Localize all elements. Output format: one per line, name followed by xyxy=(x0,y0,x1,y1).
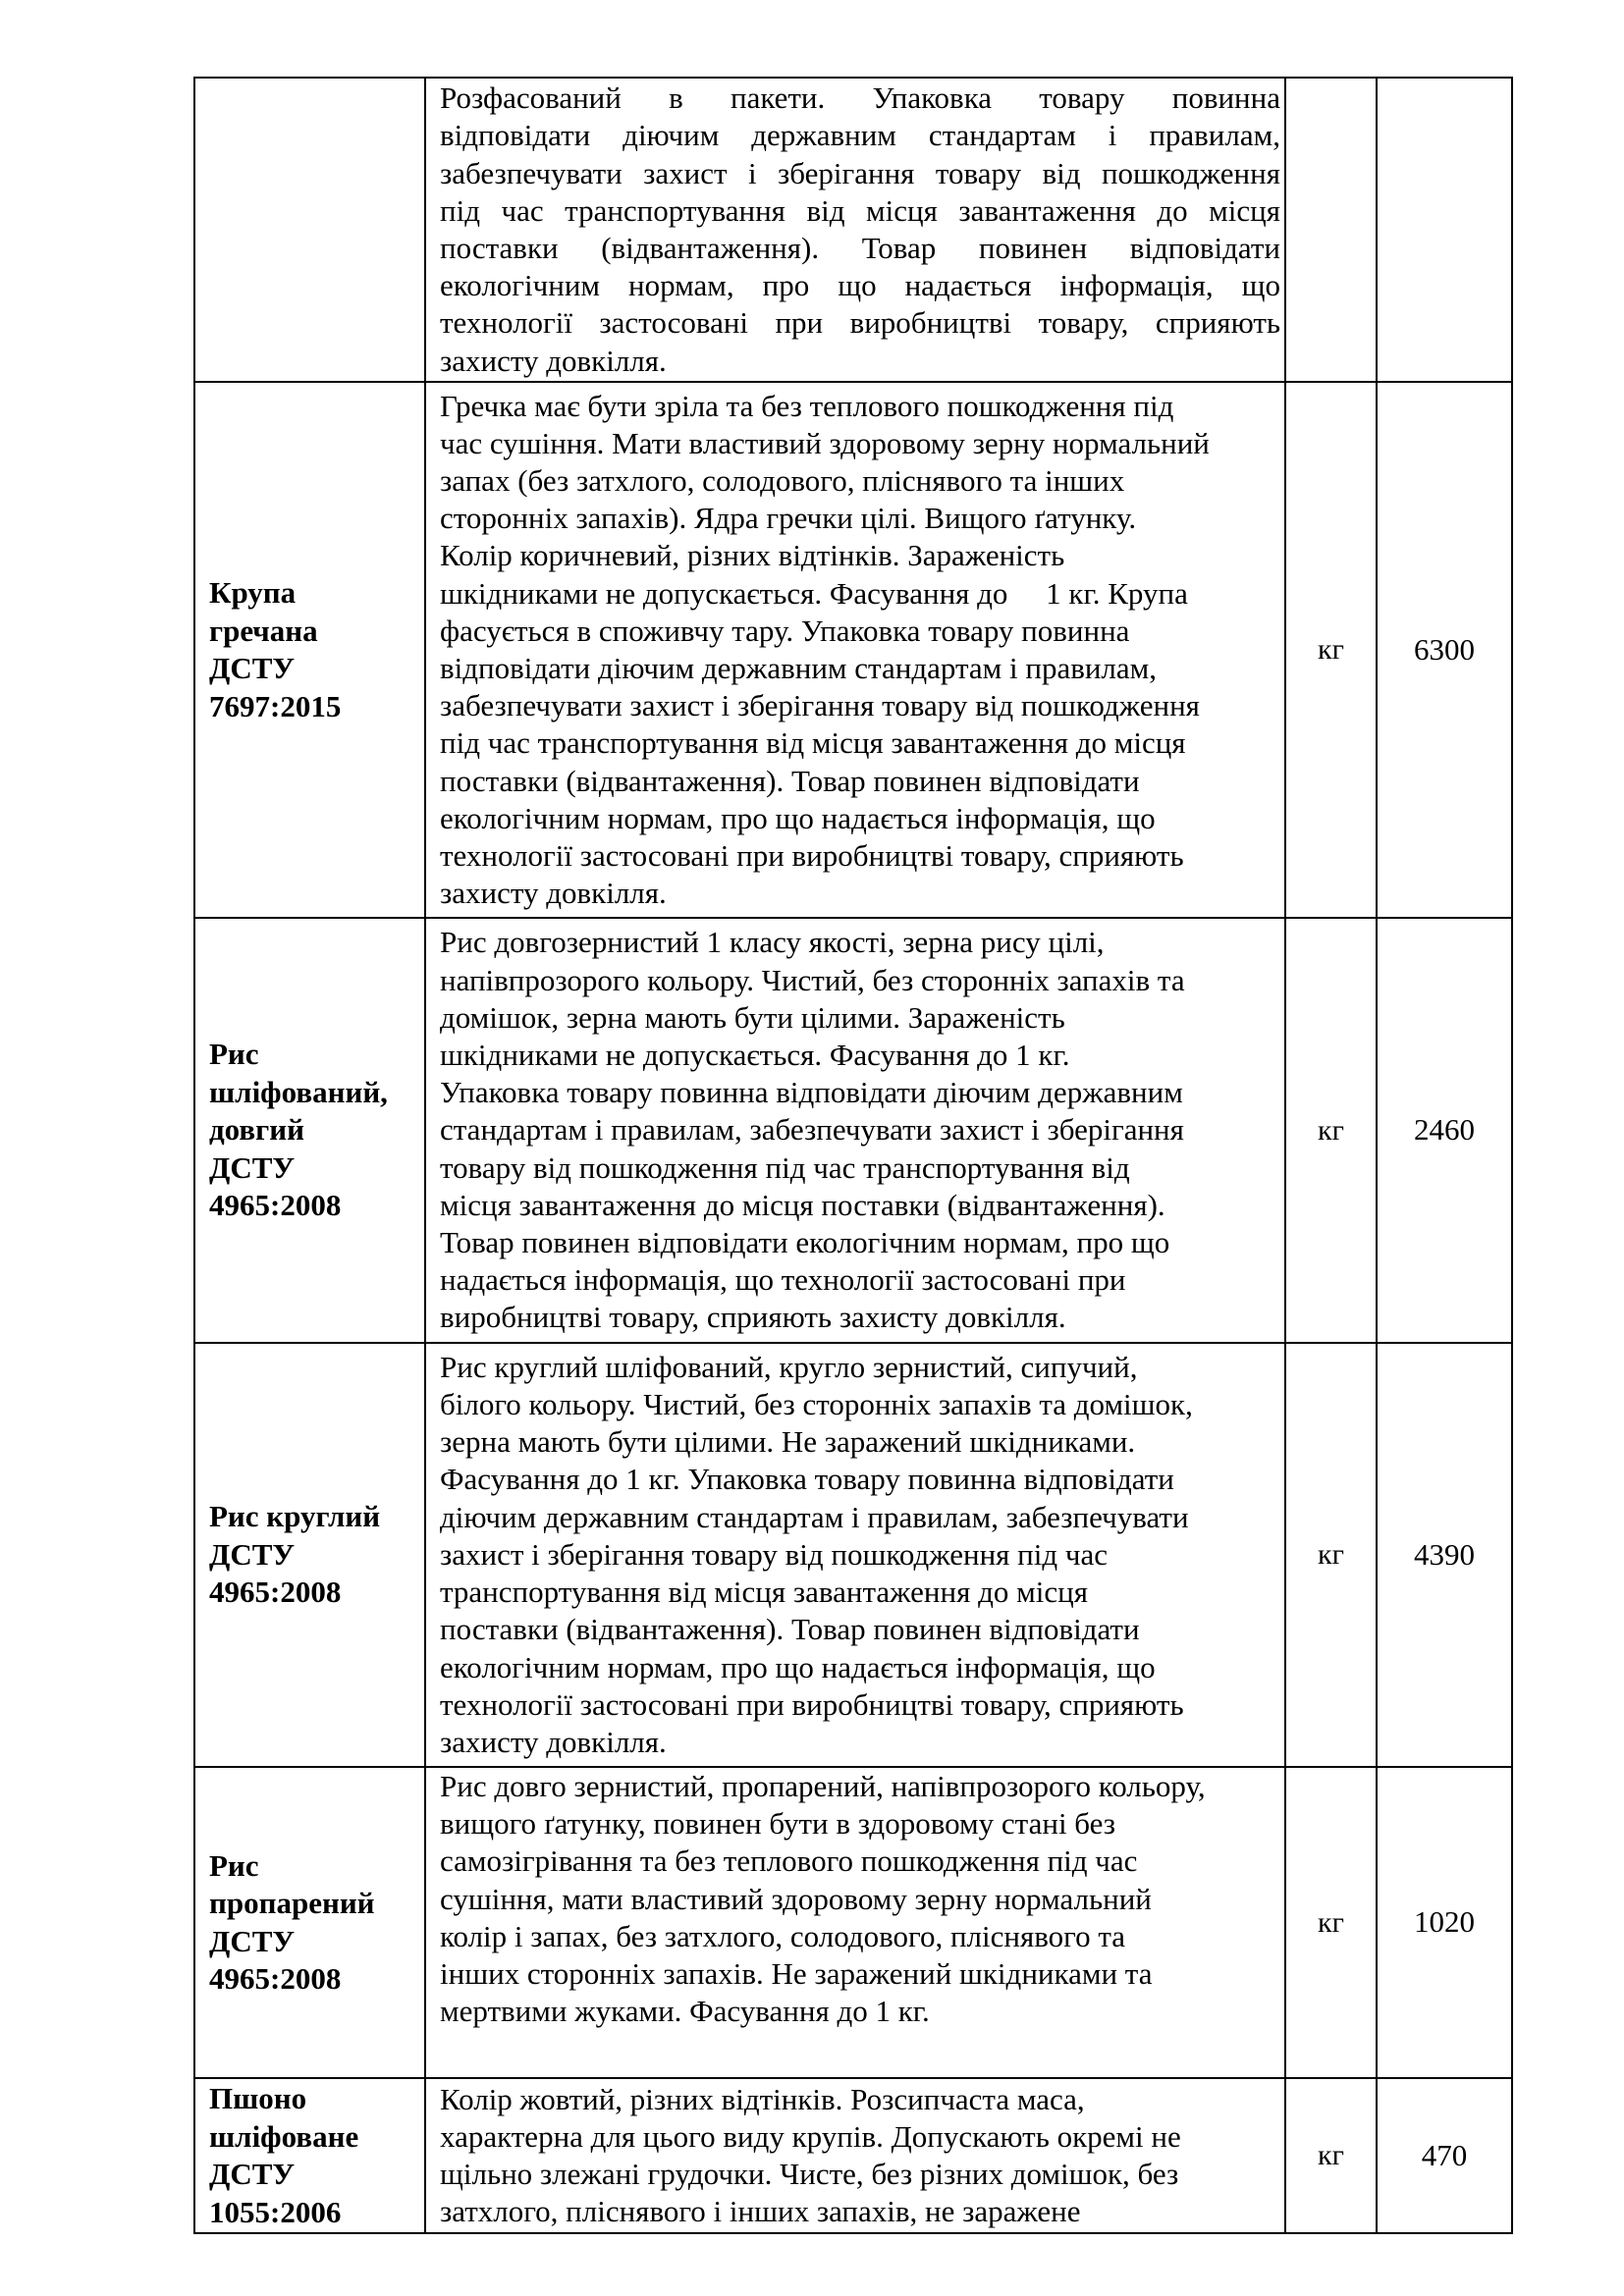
quantity-cell: 2460 xyxy=(1377,918,1512,1343)
product-name-cell xyxy=(194,918,425,1343)
product-name-line: гречана xyxy=(209,613,318,648)
description-line: самозігрівання та без теплового пошкодження під час xyxy=(440,1843,1138,1879)
description-line: екологічним нормам, про що надається інформація, що xyxy=(440,800,1156,835)
description-line: екологічним нормам, про що надається інформація, що xyxy=(440,1649,1156,1684)
product-name-line: 4965:2008 xyxy=(209,1961,342,1996)
product-specification-table xyxy=(193,77,1513,2234)
description-line: захисту довкілля. xyxy=(440,343,667,378)
description-line: товару від пошкодження під час транспортування від xyxy=(440,1149,1130,1185)
description-line: захисту довкілля. xyxy=(440,876,667,911)
product-name-cell xyxy=(194,78,425,382)
product-name-line: Рис круглий xyxy=(209,1499,381,1534)
product-name-line: 1055:2006 xyxy=(209,2194,342,2229)
description-line: Колір жовтий, різних відтінків. Розсипчаста маса, xyxy=(440,2081,1085,2116)
description-line: інших сторонніх запахів. Не заражений шкідниками та xyxy=(440,1956,1153,1992)
description-line: колір і запах, без затхлого, солодового, пліснявого та xyxy=(440,1918,1126,1953)
unit-value: кг xyxy=(1318,1113,1344,1147)
description-line: шкідниками не допускається. Фасування до 1 кг. Крупа xyxy=(440,575,1188,611)
description-line: запах (без затхлого, солодового, пліснявого та інших xyxy=(440,462,1125,498)
description-line: поставки (відвантаження). Товар повинен відповідати xyxy=(440,1612,1140,1647)
description-line: Рис довго зернистий, пропарений, напівпрозорого кольору, xyxy=(440,1769,1206,1803)
product-name-line: Рис xyxy=(209,1847,259,1883)
description-line: вищого ґатунку, повинен бути в здоровому стані без xyxy=(440,1806,1116,1842)
description-line: Рис довгозернистий 1 класу якості, зерна рису цілі, xyxy=(440,925,1105,960)
description-line: відповідати діючим державним стандартам і правилам, xyxy=(440,651,1158,685)
product-name-line: Крупа xyxy=(209,575,297,610)
quantity-cell xyxy=(1377,78,1512,382)
description-line: стандартам і правилам, забезпечувати захист і зберігання xyxy=(440,1112,1184,1148)
product-name-cell xyxy=(194,382,425,918)
description-line: сушіння, мати властивий здоровому зерну нормальний xyxy=(440,1881,1152,1916)
description-line: технології застосовані при виробництві товару, сприяють xyxy=(440,305,1280,341)
unit-value: кг xyxy=(1318,1905,1344,1939)
unit-cell xyxy=(1285,1767,1377,2078)
product-name-line: ДСТУ xyxy=(209,1536,296,1572)
product-name-cell xyxy=(194,1343,425,1767)
product-description-cell xyxy=(425,918,1285,1343)
description-line: виробництві товару, сприяють захисту довкілля. xyxy=(440,1300,1066,1335)
description-line: транспортування від місця завантаження до місця xyxy=(440,1575,1088,1610)
table-row xyxy=(194,1343,1512,1767)
description-line: білого кольору. Чистий, без сторонніх запахів та домішок, xyxy=(440,1387,1193,1422)
description-line: технології застосовані при виробництві товару, сприяють xyxy=(440,1686,1184,1722)
product-name-line: Пшоно xyxy=(209,2081,307,2115)
product-name-line: ДСТУ xyxy=(209,651,296,685)
description-line: час сушіння. Мати властивий здоровому зерну нормальний xyxy=(440,425,1210,460)
product-name-line: довгий xyxy=(209,1112,304,1148)
description-line: Рис круглий шліфований, кругло зернистий, сипучий, xyxy=(440,1349,1138,1384)
description-line: під час транспортування від місця завантаження до місця xyxy=(440,192,1280,228)
product-name-line: Рис xyxy=(209,1037,259,1072)
description-line: забезпечувати захист і зберігання товару від пошкодження xyxy=(440,155,1280,190)
product-name-line: ДСТУ xyxy=(209,1923,296,1958)
unit-value: кг xyxy=(1318,2139,1344,2172)
product-name-line: 4965:2008 xyxy=(209,1188,342,1223)
product-description-cell xyxy=(425,2078,1285,2233)
product-name-line: пропарений xyxy=(209,1886,375,1920)
product-name-line: ДСТУ xyxy=(209,2157,296,2191)
description-line: Фасування до 1 кг. Упаковка товару повинна відповідати xyxy=(440,1462,1174,1497)
product-name-line: 4965:2008 xyxy=(209,1575,342,1610)
unit-cell xyxy=(1285,2078,1377,2233)
description-line: Гречка має бути зріла та без теплового пошкодження під xyxy=(440,388,1174,423)
description-line: Розфасований в пакети. Упаковка товару повинна xyxy=(440,80,1280,116)
table-row xyxy=(194,918,1512,1343)
table-row xyxy=(194,2078,1512,2233)
description-line: під час транспортування від місця завантаження до місця xyxy=(440,725,1186,761)
description-line: характерна для цього виду крупів. Допускають окремі не xyxy=(440,2118,1181,2154)
table-row xyxy=(194,78,1512,382)
product-description-cell xyxy=(425,1767,1285,2078)
description-line: сторонніх запахів). Ядра гречки цілі. Вищого ґатунку. xyxy=(440,501,1137,536)
unit-cell xyxy=(1285,1343,1377,1767)
description-line: надається інформація, що технології застосовані при xyxy=(440,1262,1126,1298)
description-line: мертвими жуками. Фасування до 1 кг. xyxy=(440,1994,930,2029)
product-name-line: 7697:2015 xyxy=(209,688,342,723)
product-name-cell xyxy=(194,2078,425,2233)
description-line: Товар повинен відповідати екологічним нормам, про що xyxy=(440,1225,1170,1259)
product-name-line: ДСТУ xyxy=(209,1149,296,1185)
description-line: шкідниками не допускається. Фасування до 1 кг. xyxy=(440,1037,1070,1072)
description-line: екологічним нормам, про що надається інформація, що xyxy=(440,268,1280,303)
description-line: поставки (відвантаження). Товар повинен відповідати xyxy=(440,231,1280,265)
table-row xyxy=(194,382,1512,918)
product-name-cell xyxy=(194,1767,425,2078)
description-line: поставки (відвантаження). Товар повинен відповідати xyxy=(440,763,1140,798)
quantity-cell: 4390 xyxy=(1377,1343,1512,1767)
unit-cell xyxy=(1285,918,1377,1343)
description-line: напівпрозорого кольору. Чистий, без сторонніх запахів та xyxy=(440,962,1185,997)
product-name-line: шліфований, xyxy=(209,1074,388,1109)
quantity-cell: 6300 xyxy=(1377,382,1512,918)
description-line: домішок, зерна мають бути цілими. Зараженість xyxy=(440,999,1065,1035)
description-line: захист і зберігання товару від пошкодження під час xyxy=(440,1536,1109,1572)
unit-value: кг xyxy=(1318,1538,1344,1572)
unit-value: кг xyxy=(1318,633,1344,667)
description-line: діючим державним стандартам і правилам, забезпечувати xyxy=(440,1499,1189,1534)
product-description-cell xyxy=(425,382,1285,918)
product-description-cell xyxy=(425,78,1285,382)
unit-cell xyxy=(1285,78,1377,382)
description-line: затхлого, пліснявого і інших запахів, не заражене xyxy=(440,2194,1081,2229)
description-line: Упаковка товару повинна відповідати діючим державним xyxy=(440,1075,1183,1110)
description-line: захисту довкілля. xyxy=(440,1724,667,1759)
description-line: місця завантаження до місця поставки (відвантаження). xyxy=(440,1187,1165,1222)
description-line: технології застосовані при виробництві товару, сприяють xyxy=(440,838,1184,874)
product-name-line: шліфоване xyxy=(209,2118,359,2154)
description-line: фасується в споживчу тару. Упаковка товару повинна xyxy=(440,613,1130,648)
description-line: щільно злежані грудочки. Чисте, без різних домішок, без xyxy=(440,2157,1179,2191)
quantity-cell: 470 xyxy=(1377,2078,1512,2233)
description-line: відповідати діючим державним стандартам і правилам, xyxy=(440,118,1280,153)
quantity-cell: 1020 xyxy=(1377,1767,1512,2078)
product-description-cell xyxy=(425,1343,1285,1767)
description-line: Колір коричневий, різних відтінків. Зараженість xyxy=(440,538,1065,573)
table-row xyxy=(194,1767,1512,2078)
description-line: забезпечувати захист і зберігання товару від пошкодження xyxy=(440,688,1200,723)
description-line: зерна мають бути цілими. Не заражений шкідниками. xyxy=(440,1424,1136,1460)
unit-cell xyxy=(1285,382,1377,918)
